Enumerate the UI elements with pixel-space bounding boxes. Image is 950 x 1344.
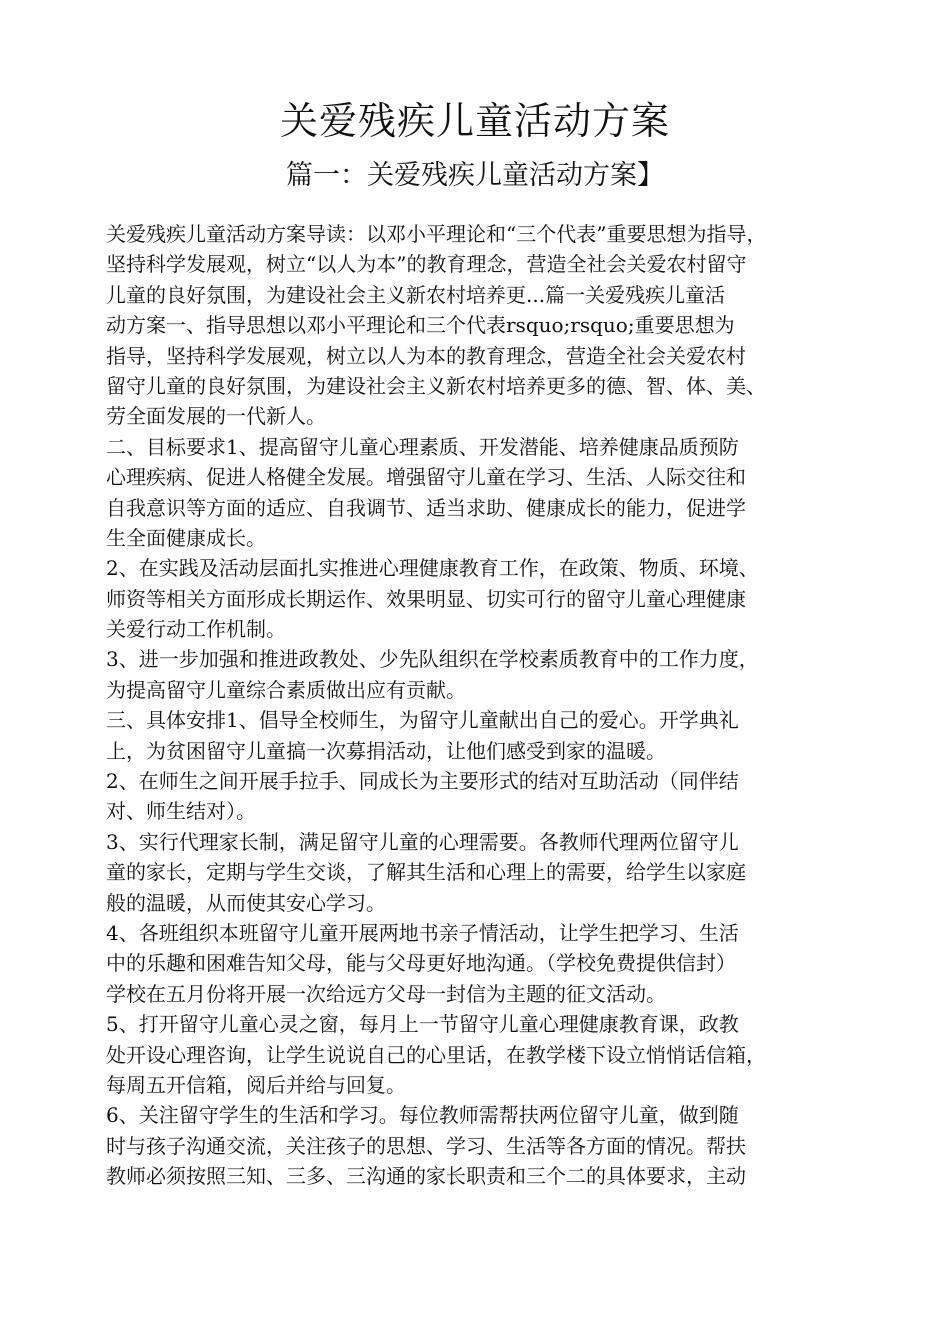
- body-line: 童的家长，定期与学生交谈，了解其生活和心理上的需要，给学生以家庭: [106, 860, 746, 885]
- body-line: 关爱残疾儿童活动方案导读：以邓小平理论和“三个代表”重要思想为指导，: [106, 222, 767, 246]
- body-line: 指导，坚持科学发展观，树立以人为本的教育理念，营造全社会关爱农村: [106, 343, 746, 368]
- body-line: 心理疾病、促进人格健全发展。增强留守儿童在学习、生活、人际交往和: [106, 465, 746, 490]
- body-line: 每周五开信箱，阅后并给与回复。: [106, 1072, 406, 1097]
- document-title: 关爱残疾儿童活动方案: [279, 99, 670, 143]
- document-subtitle: 篇一：关爱残疾儿童活动方案】: [286, 160, 664, 191]
- body-line: 中的乐趣和困难告知父母，能与父母更好地沟通。（学校免费提供信封）: [106, 951, 736, 976]
- document-body: [106, 219, 866, 1192]
- body-line: 坚持科学发展观，树立“以人为本”的教育理念，营造全社会关爱农村留守: [106, 252, 747, 277]
- body-line: 为提高留守儿童综合素质做出应有贡献。: [106, 677, 466, 702]
- body-line: 2、在师生之间开展手拉手、同成长为主要形式的结对互助活动（同伴结: [106, 769, 739, 794]
- body-line: 教师必须按照三知、三多、三沟通的家长职责和三个二的具体要求，主动: [106, 1164, 746, 1189]
- body-line: 对、师生结对）。: [106, 799, 256, 824]
- body-line: 般的温暖，从而使其安心学习。: [106, 890, 386, 915]
- body-line: 4、各班组织本班留守儿童开展两地书亲子情活动，让学生把学习、生活: [106, 920, 739, 945]
- body-line: 时与孩子沟通交流，关注孩子的思想、学习、生活等各方面的情况。帮扶: [106, 1133, 746, 1158]
- body-line: 劳全面发展的一代新人。: [106, 404, 326, 429]
- body-line: 自我意识等方面的适应、自我调节、适当求助、健康成长的能力，促进学: [106, 495, 746, 520]
- body-line: 留守儿童的良好氛围，为建设社会主义新农村培养更多的德、智、体、美、: [106, 373, 766, 398]
- body-line: 二、目标要求1、提高留守儿童心理素质、开发潜能、培养健康品质预防: [106, 434, 739, 459]
- body-line: 动方案一、指导思想以邓小平理论和三个代表rsquo;rsquo;重要思想为: [106, 313, 735, 338]
- body-line: 3、进一步加强和推进政教处、少先队组织在学校素质教育中的工作力度，: [106, 647, 759, 672]
- body-line: 关爱行动工作机制。: [106, 617, 286, 642]
- body-line: 生全面健康成长。: [106, 525, 266, 550]
- body-line: 三、具体安排1、倡导全校师生，为留守儿童献出自己的爱心。开学典礼: [106, 708, 739, 733]
- body-line: 6、关注留守学生的生活和学习。每位教师需帮扶两位留守儿童，做到随: [106, 1103, 739, 1128]
- body-line: 儿童的良好氛围，为建设社会主义新农村培养更...篇一关爱残疾儿童活: [106, 282, 726, 307]
- body-line: 2、在实践及活动层面扎实推进心理健康教育工作，在政策、物质、环境、: [106, 556, 759, 581]
- body-line: 处开设心理咨询，让学生说说自己的心里话，在教学楼下设立悄悄话信箱，: [106, 1042, 766, 1067]
- body-line: 学校在五月份将开展一次给远方父母一封信为主题的征文活动。: [106, 981, 666, 1006]
- body-line: 上，为贫困留守儿童搞一次募捐活动，让他们感受到家的温暖。: [106, 738, 666, 763]
- body-line: 师资等相关方面形成长期运作、效果明显、切实可行的留守儿童心理健康: [106, 586, 746, 611]
- body-line: 3、实行代理家长制，满足留守儿童的心理需要。各教师代理两位留守儿: [106, 829, 739, 854]
- body-line: 5、打开留守儿童心灵之窗，每月上一节留守儿童心理健康教育课，政教: [106, 1012, 739, 1037]
